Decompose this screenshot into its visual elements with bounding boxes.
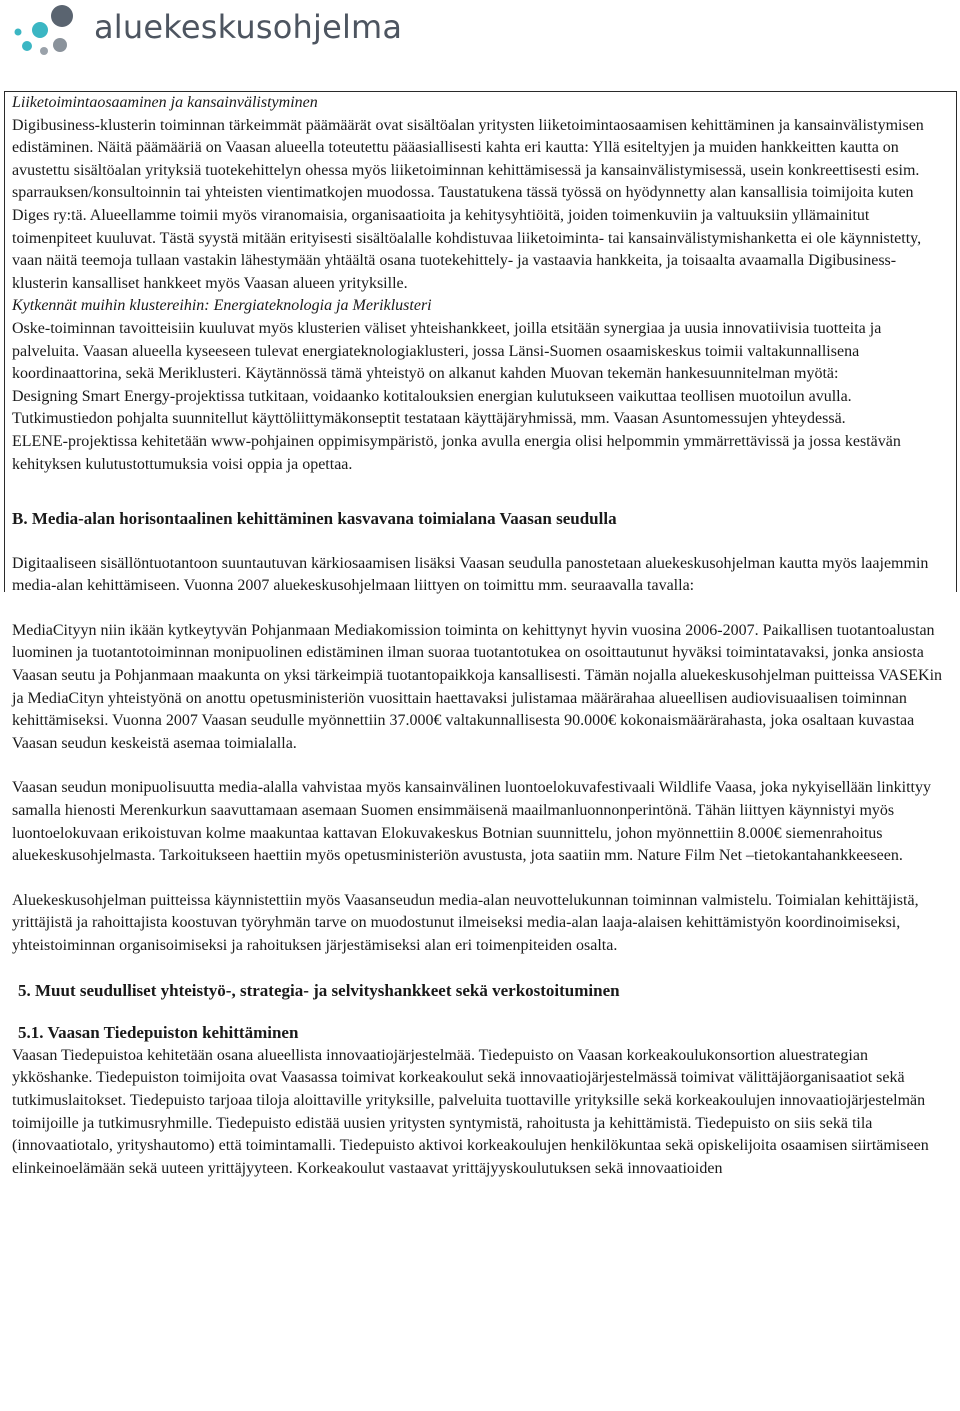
logo <box>10 2 403 62</box>
section-5-heading: 5. Muut seudulliset yhteistyö-, strategia- ja selvityshankkeet sekä verkostoituminen <box>18 980 620 1000</box>
paragraph: MediaCityyn niin ikään kytkeytyvän Pohjanmaan Mediakomission toiminta on kehittynyt hyvin vuosina 2006-2007. Paikallisen tuotantoalustan luominen ja tuotantotoiminnan monipuolinen edistäminen ilman suoraa tuotantotukea on osoittautunut hyväksi toimintatavaksi, jonka ansiosta Vaasan seutu ja Pohjanmaan maakunta on yksi tärkeimpiä tuotantopaikkoja kansallisesti. Tämän nojalla aluekeskusohjelman puitteissa VASEKin ja MediaCityn yhteistyönä on anottu opetusministeriön vuosittain haettavaksi julistamaa määrärahaa alueellisen audiovisuaalisen toiminnan kehittämiseksi. Vuonna 2007 Vaasan seudulle myönnettiin 37.000€ valtakunnallisesta 90.000€ kokonaismäärärahasta, joka osaltaan kuvastaa Vaasan seudun keskeistä asemaa toimialalla. <box>12 621 943 752</box>
section-b-heading: B. Media-alan horisontaalinen kehittäminen kasvavana toimialana Vaasan seudulla <box>12 509 617 529</box>
section-heading: Liiketoimintaosaaminen ja kansainvälistyminen <box>12 94 318 111</box>
section-5-1-heading: 5.1. Vaasan Tiedepuiston kehittäminen <box>18 1023 299 1043</box>
paragraph: ELENE-projektissa kehitetään www-pohjainen oppimisympäristö, jonka avulla energia olisi helpommin ymmärrettävissä ja jossa kestävän kehityksen kulutustottumuksia voisi oppia ja opettaa. <box>12 432 901 473</box>
paragraph: Vaasan seudun monipuolisuutta media-alalla vahvistaa myös kansainvälinen luontoelokuvafestivaali Wildlife Vaasa, joka nykyisellään linkittyy samalla hienosti Merenkurkun saavuttamaan asemaan Suomen ensimmäisenä maailmanluonnonperintönä. Tähän liittyen käynnistyi myös luontoelokuvaan erikoistuvan kolme maakuntaa kattavan Elokuvakeskus Botnian suunnittelu, johon myönnettiin 8.000€ siemenrahoitus aluekeskusohjelmasta. Tarkoitukseen haettiin myös opetusministeriön avustusta, jota saatiin mm. Nature Film Net –tietokantahankkeeseen. <box>12 779 931 865</box>
paragraph: Digibusiness-klusterin toiminnan tärkeimmät päämäärät ovat sisältöalan yritysten liiketoimintaosaamisen kehittäminen ja kansainvälistymisen edistäminen. Näitä päämääriä on Vaasan alueella toteutettu pääasiallisesti kahta eri kautta: Yllä esiteltyjen ja muiden hankkeitten kautta on avustettu sisältöalan yrityksiä tuotekehittelyn ohessa myös liiketoiminnan kehittämisessä ja kansainvälistymisessä, usein konkreettisesti esim. sparrauksen/konsultoinnin tai yhteisten vientimatkojen muodossa. Taustatukena tässä työssä on hyödynnetty alan kansallisia toimijoita kuten Diges ry:tä. Alueellamme toimii myös viranomaisia, organisaatioita ja kehitysyhtiöitä, joiden toimenkuviin ja valtuuksiin yllämainitut toimenpiteet kuuluvat. Tästä syystä mitään erityisesti sisältöalalle kohdistuvaa liiketoiminta- tai kansainvälistymishanketta ei ole käynnistetty, vaan näitä teemoja tullaan vastakin lähestymään yhtäältä osana tuotekehittely- ja vastaavia hankkeita, ja toisaalta avaamalla Digibusiness-klusterin kansalliset hankkeet myös Vaasan alueen yrityksille. <box>12 116 924 292</box>
logo-dots-icon <box>10 2 90 62</box>
section-heading: Kytkennät muihin klustereihin: Energiateknologia ja Meriklusteri <box>12 297 432 315</box>
paragraph: Designing Smart Energy-projektissa tutkitaan, voidaanko kotitalouksien energian kulutukseen vaikuttaa teollisen muotoilun avulla. Tutkimustiedon pohjalta suunnitellut käyttöliittymäkonseptit testataan käyttäjäryhmissä, mm. Vaasan Asuntomessujen yhteydessä. <box>12 387 852 428</box>
paragraph: Vaasan Tiedepuistoa kehitetään osana alueellista innovaatiojärjestelmää. Tiedepuisto on Vaasan korkeakoulukonsortion aluestrategian ykköshanke. Tiedepuiston toimijoita ovat Vaasassa toimivat korkeakoulut sekä innovaatiojärjestelmässä toimivat välittäjäorganisaatiot sekä tutkimuslaitokset. Tiedepuisto tarjoaa tiloja aloittaville yrityksille, palveluita tuottaville yrityksille sekä korkeakoulujen innovaatiojärjestelmän toimijoille ja tutkimusryhmille. Tiedepuisto edistää uusien yritysten syntymistä, rahoitusta ja kehittämistä. Tiedepuisto on siis sekä tila (innovaatiotalo, yrityshautomo) että toimintamalli. Tiedepuisto aktivoi korkeakoulujen henkilökuntaa sekä opiskelijoita osaamisen siirtämiseen elinkeinoelämään sekä uuteen yrittäjyyteen. Korkeakoulut vastaavat yrittäjyyskoulutuksen sekä innovaatioiden <box>12 1046 929 1177</box>
logo-text: aluekeskusohjelma <box>94 8 403 46</box>
paragraph: Digitaaliseen sisällöntuotantoon suuntautuvan kärkiosaamisen lisäksi Vaasan seudulla panostetaan aluekeskusohjelman kautta myös laajemmin media-alan kehittämiseen. Vuonna 2007 aluekeskusohjelmaan liittyen on toimittu mm. seuraavalla tavalla: <box>12 554 929 595</box>
document-body <box>12 92 947 1180</box>
paragraph: Aluekeskusohjelman puitteissa käynnistettiin myös Vaasanseudun media-alan neuvottelukunnan toiminnan valmistelu. Toimialan kehittäjistä, yrittäjistä ja rahoittajista koostuvan työryhmän tarve on muodostunut ilmeiseksi media-alan laaja-alaisen kehittämistyön koordinoimiseksi, yhteistoiminnan organisoimiseksi ja rahoituksen järjestämiseksi alan eri toimenpiteiden osalta. <box>12 891 919 954</box>
paragraph: Oske-toiminnan tavoitteisiin kuuluvat myös klusterien väliset yhteishankkeet, joilla etsitään synergiaa ja uusia innovatiivisia tuotteita ja palveluita. Vaasan alueella kyseeseen tulevat energiateknologiaklusteri, jossa Länsi-Suomen osaamiskeskus toimii valtakunnallisena koordinaattorina, sekä Meriklusteri. Käytännössä tämä yhteistyö on alkanut kahden Muovan tekemän hankesuunnitelman myötä: <box>12 319 882 383</box>
